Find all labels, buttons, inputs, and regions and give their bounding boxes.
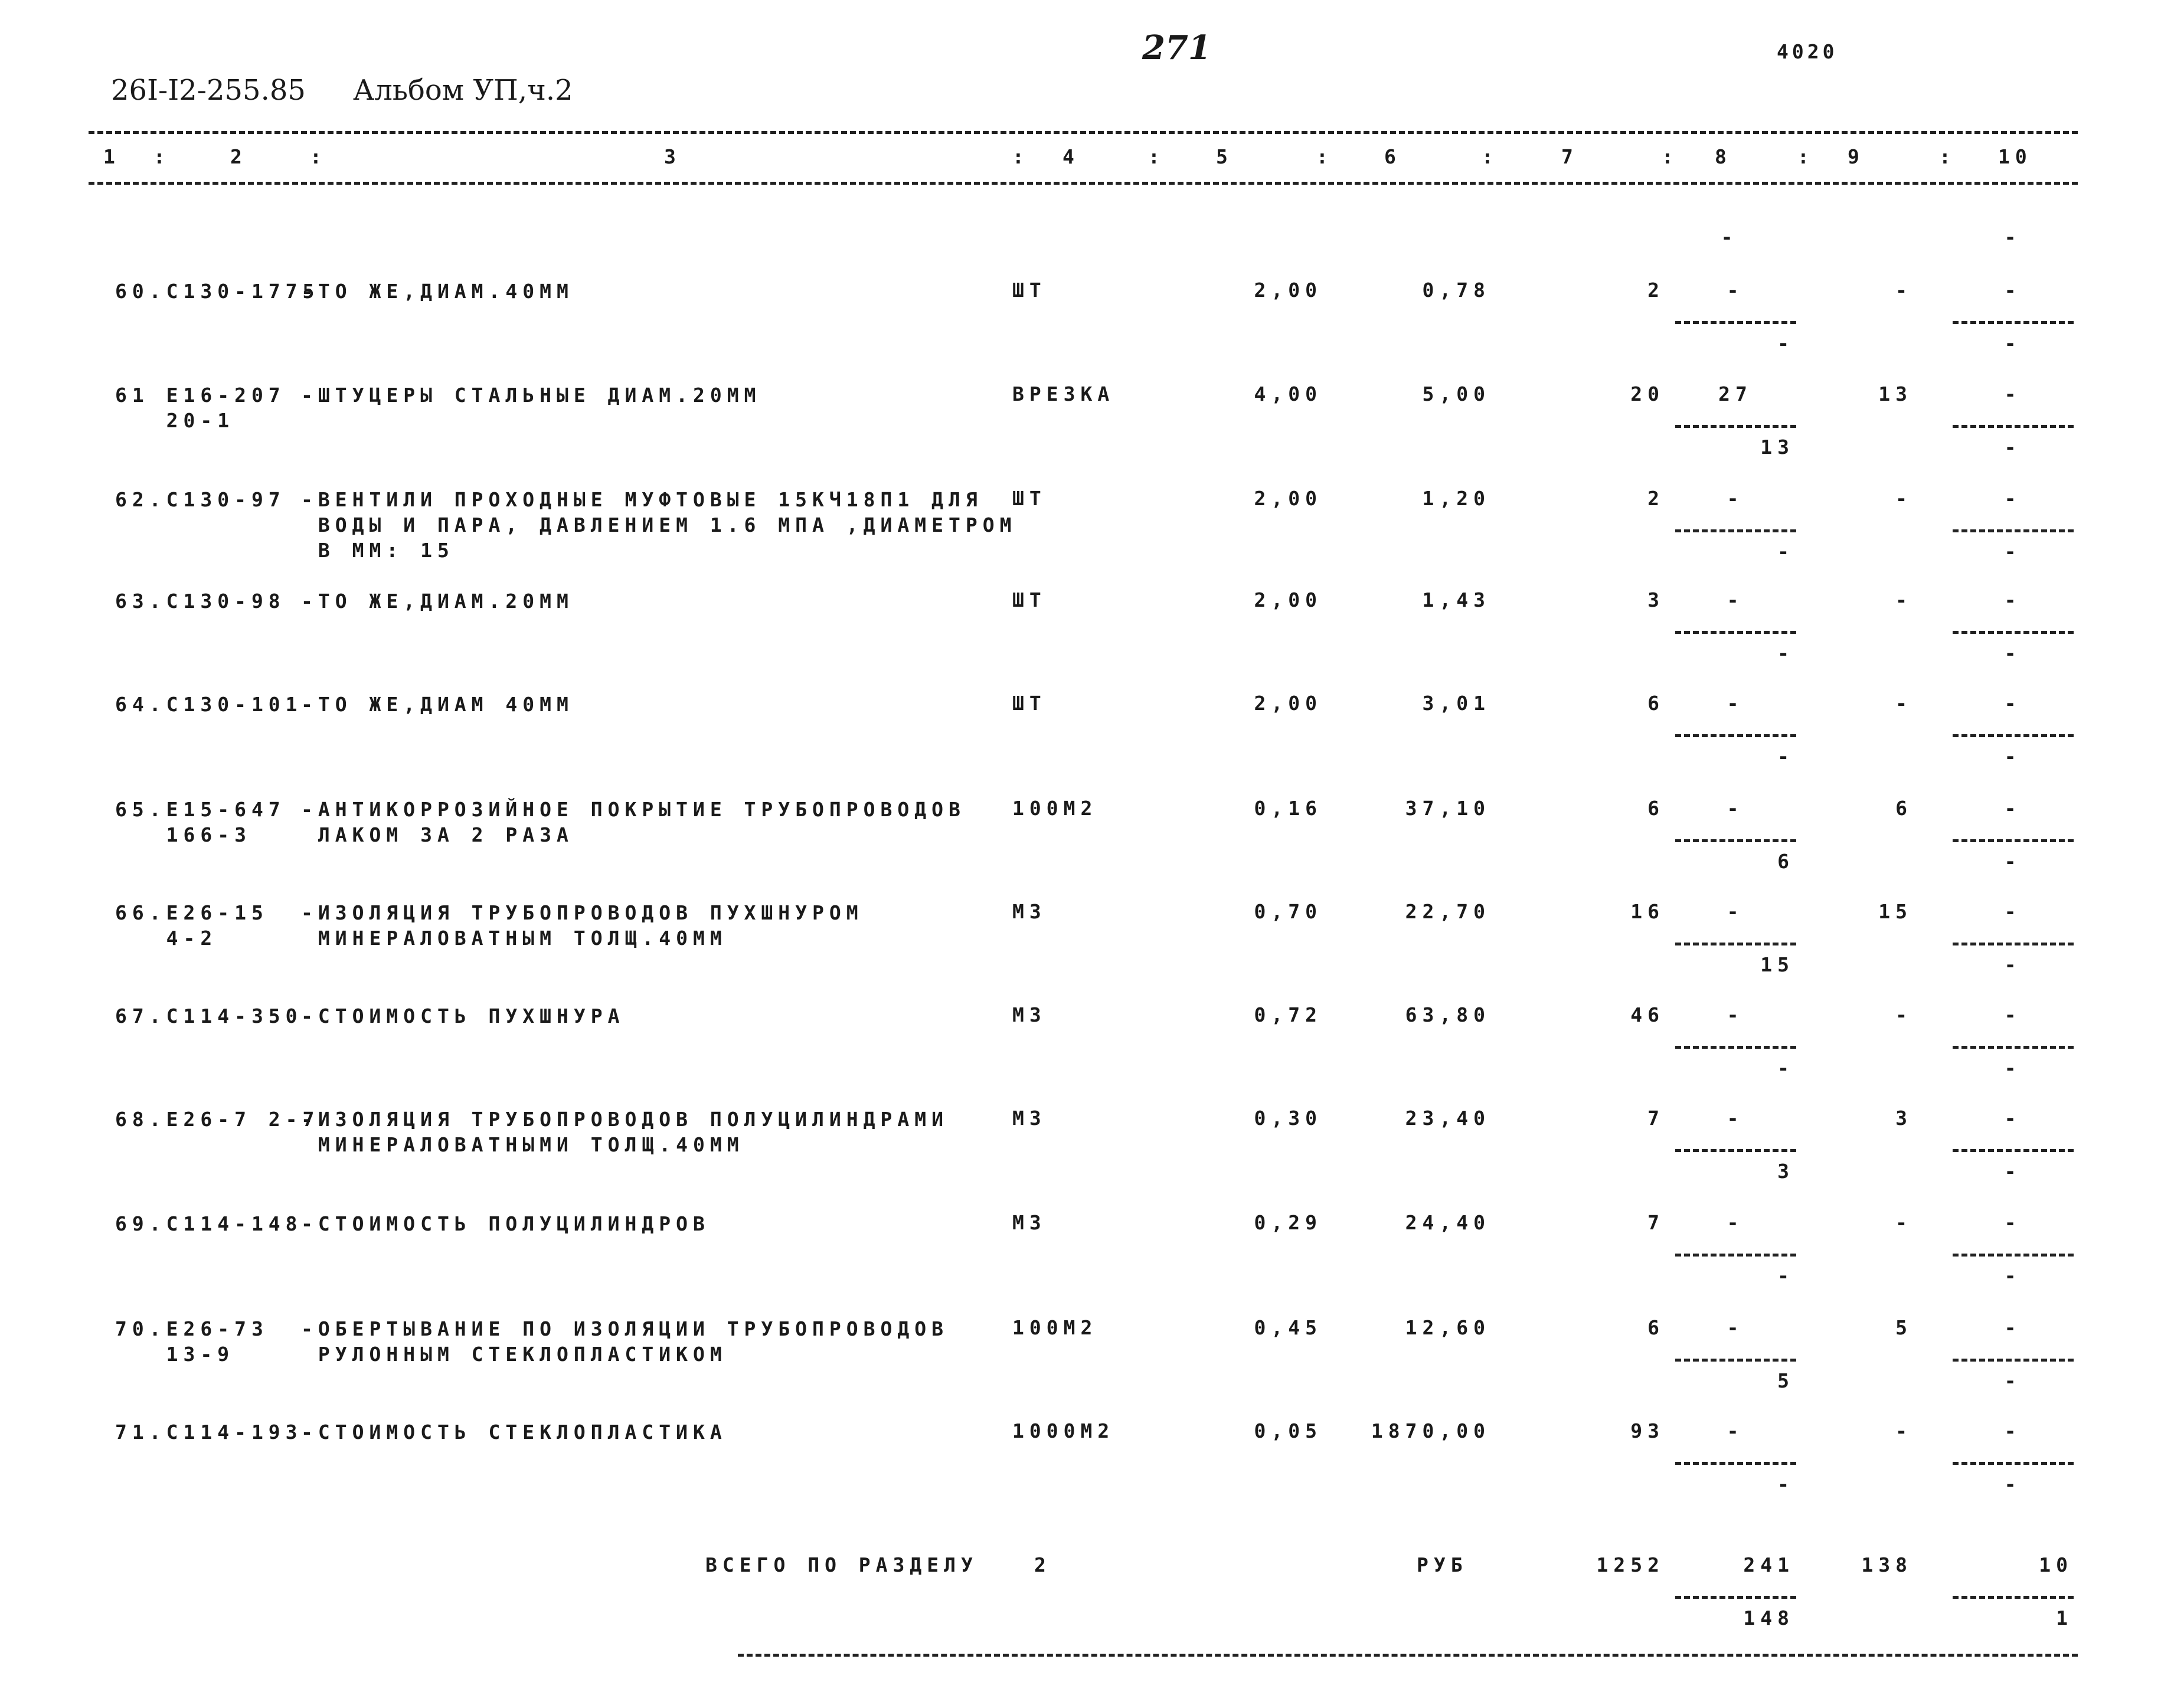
row-col10-bottom: - xyxy=(2004,1369,2022,1392)
row-quantity: 0,72 xyxy=(1254,1003,1322,1026)
summary-col10-top: 10 xyxy=(2039,1553,2073,1576)
row-unit: ШТ xyxy=(1012,692,1047,715)
row-col10-divider xyxy=(1953,1046,2074,1049)
row-col8-top: - xyxy=(1727,588,1744,611)
row-col8-top: - xyxy=(1727,1107,1744,1130)
row-unit: М3 xyxy=(1012,1003,1047,1026)
album-title: Альбом УП,ч.2 xyxy=(353,74,573,107)
row-col10-top: - xyxy=(2004,1107,2022,1130)
row-col10-bottom: - xyxy=(2004,1056,2022,1079)
summary-total: 1252 xyxy=(1596,1553,1665,1576)
row-unit: 100М2 xyxy=(1012,797,1098,820)
row-col10-top: - xyxy=(2004,1316,2022,1339)
row-description: -ВЕНТИЛИ ПРОХОДНЫЕ МУФТОВЫЕ 15КЧ18П1 ДЛЯ ВОДЫ И ПАРА, ДАВЛЕНИЕМ 1.6 МПА ,ДИАМЕТРОМ В ММ: 15 xyxy=(301,488,1017,562)
row-total: 2 xyxy=(1647,487,1665,510)
row-total: 93 xyxy=(1630,1419,1665,1442)
column-number-4: 4 xyxy=(1062,145,1080,168)
column-number-6: 6 xyxy=(1384,145,1401,168)
row-code: 70.Е26-73 13-9 xyxy=(115,1317,269,1366)
row-col8-top: - xyxy=(1727,1316,1744,1339)
summary-col8-divider xyxy=(1675,1596,1796,1599)
row-unit-price: 5,00 xyxy=(1422,382,1490,405)
column-separator: : xyxy=(310,145,327,168)
row-col8-bottom: 13 xyxy=(1760,436,1794,459)
row-col10-top: - xyxy=(2004,1419,2022,1442)
row-col10-divider xyxy=(1953,425,2074,428)
row-description: -ТО ЖЕ,ДИАМ.40ММ xyxy=(301,280,574,303)
row-col10-top: - xyxy=(2004,588,2022,611)
row-col8-top: - xyxy=(1727,900,1744,923)
row-col8-divider xyxy=(1675,1359,1796,1362)
row-code: 69.С114-148 xyxy=(115,1212,303,1235)
row-description: -СТОИМОСТЬ СТЕКЛОПЛАСТИКА xyxy=(301,1421,727,1444)
row-col10-bottom: - xyxy=(2004,1160,2022,1183)
summary-col8-bottom: 148 xyxy=(1743,1606,1794,1630)
row-total: 16 xyxy=(1630,900,1665,923)
row-description: -ТО ЖЕ,ДИАМ.20ММ xyxy=(301,590,574,613)
row-quantity: 0,16 xyxy=(1254,797,1322,820)
row-unit: 1000М2 xyxy=(1012,1419,1115,1442)
row-quantity: 0,29 xyxy=(1254,1211,1322,1234)
row-total: 2 xyxy=(1647,279,1665,302)
row-col8-divider xyxy=(1675,839,1796,842)
row-col8-bottom: 5 xyxy=(1777,1369,1794,1392)
row-col8-divider xyxy=(1675,1046,1796,1049)
row-description: -АНТИКОРРОЗИЙНОЕ ПОКРЫТИЕ ТРУБОПРОВОДОВ ЛАКОМ ЗА 2 РАЗА xyxy=(301,798,966,846)
row-quantity: 2,00 xyxy=(1254,279,1322,302)
row-unit-price: 12,60 xyxy=(1405,1316,1490,1339)
header-top-rule xyxy=(89,131,2078,134)
row-unit-price: 1,20 xyxy=(1422,487,1490,510)
row-unit-price: 3,01 xyxy=(1422,692,1490,715)
column-number-5: 5 xyxy=(1216,145,1233,168)
header-bottom-rule xyxy=(89,182,2078,185)
row-quantity: 2,00 xyxy=(1254,692,1322,715)
row-col10-top: - xyxy=(2004,279,2022,302)
row-col8-divider xyxy=(1675,1149,1796,1152)
column-separator: : xyxy=(1012,145,1029,168)
row-col10-top: - xyxy=(2004,382,2022,405)
summary-section: 2 xyxy=(1034,1553,1051,1576)
row-description: -СТОИМОСТЬ ПУХШНУРА xyxy=(301,1004,625,1028)
row-col8-bottom: - xyxy=(1777,1056,1794,1079)
row-col10-bottom: - xyxy=(2004,436,2022,459)
column-separator: : xyxy=(1662,145,1679,168)
row-col8-top: - xyxy=(1727,1419,1744,1442)
row-col10-bottom: - xyxy=(2004,1264,2022,1287)
summary-col10-bottom: 1 xyxy=(2056,1606,2073,1630)
summary-currency: РУБ xyxy=(1417,1553,1468,1576)
row-col10-bottom: - xyxy=(2004,850,2022,873)
row-total: 20 xyxy=(1630,382,1665,405)
column8-top-dash: - xyxy=(1721,225,1738,248)
row-col8-bottom: 3 xyxy=(1777,1160,1794,1183)
row-col10-divider xyxy=(1953,1149,2074,1152)
row-col10-top: - xyxy=(2004,1003,2022,1026)
row-code: 62.С130-97 xyxy=(115,488,286,511)
row-code: 67.С114-350 xyxy=(115,1004,303,1028)
column-separator: : xyxy=(1482,145,1499,168)
row-total: 6 xyxy=(1647,1316,1665,1339)
row-col10-bottom: - xyxy=(2004,540,2022,563)
row-col9: - xyxy=(1895,487,1912,510)
row-col8-divider xyxy=(1675,943,1796,945)
summary-col9: 138 xyxy=(1861,1553,1912,1576)
column-number-7: 7 xyxy=(1561,145,1578,168)
row-total: 7 xyxy=(1647,1107,1665,1130)
summary-label: ВСЕГО ПО РАЗДЕЛУ xyxy=(705,1553,978,1576)
row-col8-bottom: 6 xyxy=(1777,850,1794,873)
column10-top-dash: - xyxy=(2004,225,2022,248)
column-separator: : xyxy=(1797,145,1815,168)
row-unit: М3 xyxy=(1012,1211,1047,1234)
row-quantity: 0,30 xyxy=(1254,1107,1322,1130)
row-col9: 3 xyxy=(1895,1107,1912,1130)
row-col8-top: - xyxy=(1727,1211,1744,1234)
row-col10-divider xyxy=(1953,734,2074,737)
row-col10-bottom: - xyxy=(2004,953,2022,976)
row-col8-top: - xyxy=(1727,692,1744,715)
column-separator: : xyxy=(1148,145,1165,168)
document-code: 26I-I2-255.85 xyxy=(111,74,306,107)
row-col10-bottom: - xyxy=(2004,1473,2022,1496)
row-col8-divider xyxy=(1675,734,1796,737)
row-description: -СТОИМОСТЬ ПОЛУЦИЛИНДРОВ xyxy=(301,1212,710,1235)
row-code: 68.Е26-7 2-7 xyxy=(115,1108,320,1131)
row-code: 61 Е16-207 20-1 xyxy=(115,384,286,432)
row-unit-price: 23,40 xyxy=(1405,1107,1490,1130)
summary-bottom-rule xyxy=(738,1654,2078,1657)
row-description: -ШТУЦЕРЫ СТАЛЬНЫЕ ДИАМ.20ММ xyxy=(301,384,761,407)
row-unit: М3 xyxy=(1012,1107,1047,1130)
row-col8-top: 27 xyxy=(1718,382,1753,405)
row-col8-bottom: - xyxy=(1777,1264,1794,1287)
row-unit-price: 0,78 xyxy=(1422,279,1490,302)
row-unit-price: 1870,00 xyxy=(1371,1419,1490,1442)
column-separator: : xyxy=(1939,145,1956,168)
row-code: 65.Е15-647 166-3 xyxy=(115,798,286,846)
row-col10-bottom: - xyxy=(2004,332,2022,355)
row-code: 64.С130-101 xyxy=(115,693,303,716)
row-total: 6 xyxy=(1647,797,1665,820)
row-unit-price: 22,70 xyxy=(1405,900,1490,923)
row-col8-bottom: - xyxy=(1777,332,1794,355)
row-col10-top: - xyxy=(2004,1211,2022,1234)
row-col8-bottom: - xyxy=(1777,1473,1794,1496)
summary-col10-divider xyxy=(1953,1596,2074,1599)
row-col9: - xyxy=(1895,279,1912,302)
row-description: -ИЗОЛЯЦИЯ ТРУБОПРОВОДОВ ПОЛУЦИЛИНДРАМИ МИНЕРАЛОВАТНЫМИ ТОЛЩ.40ММ xyxy=(301,1108,949,1156)
row-col10-divider xyxy=(1953,529,2074,532)
row-col9: - xyxy=(1895,1419,1912,1442)
summary-col8-top: 241 xyxy=(1743,1553,1794,1576)
row-col10-top: - xyxy=(2004,692,2022,715)
row-col10-bottom: - xyxy=(2004,745,2022,768)
row-col9: - xyxy=(1895,1211,1912,1234)
row-col9: 5 xyxy=(1895,1316,1912,1339)
column-number-9: 9 xyxy=(1848,145,1865,168)
column-number-10: 10 xyxy=(1998,145,2032,168)
row-col8-divider xyxy=(1675,425,1796,428)
row-col10-divider xyxy=(1953,1254,2074,1257)
row-col8-top: - xyxy=(1727,797,1744,820)
row-unit: ШТ xyxy=(1012,588,1047,611)
row-col10-top: - xyxy=(2004,900,2022,923)
row-col8-divider xyxy=(1675,321,1796,324)
row-col10-divider xyxy=(1953,1462,2074,1465)
column-number-3: 3 xyxy=(664,145,681,168)
row-quantity: 2,00 xyxy=(1254,588,1322,611)
row-quantity: 0,45 xyxy=(1254,1316,1322,1339)
row-col8-divider xyxy=(1675,529,1796,532)
row-col8-divider xyxy=(1675,1254,1796,1257)
row-unit-price: 24,40 xyxy=(1405,1211,1490,1234)
row-col8-divider xyxy=(1675,631,1796,634)
column-separator: : xyxy=(153,145,171,168)
row-total: 46 xyxy=(1630,1003,1665,1026)
row-description: -ОБЕРТЫВАНИЕ ПО ИЗОЛЯЦИИ ТРУБОПРОВОДОВ РУЛОННЫМ СТЕКЛОПЛАСТИКОМ xyxy=(301,1317,949,1366)
row-quantity: 2,00 xyxy=(1254,487,1322,510)
column-separator: : xyxy=(1316,145,1333,168)
row-unit: ШТ xyxy=(1012,279,1047,302)
row-col8-bottom: - xyxy=(1777,642,1794,665)
row-code: 71.С114-193 xyxy=(115,1421,303,1444)
row-unit: М3 xyxy=(1012,900,1047,923)
row-total: 7 xyxy=(1647,1211,1665,1234)
row-col9: 13 xyxy=(1878,382,1912,405)
row-col10-divider xyxy=(1953,943,2074,945)
row-col8-bottom: - xyxy=(1777,745,1794,768)
row-col8-top: - xyxy=(1727,487,1744,510)
row-col8-bottom: 15 xyxy=(1760,953,1794,976)
row-col8-divider xyxy=(1675,1462,1796,1465)
row-unit-price: 1,43 xyxy=(1422,588,1490,611)
row-col8-top: - xyxy=(1727,279,1744,302)
column-number-2: 2 xyxy=(230,145,247,168)
row-col9: - xyxy=(1895,588,1912,611)
row-col9: 6 xyxy=(1895,797,1912,820)
row-col10-top: - xyxy=(2004,487,2022,510)
row-code: 66.Е26-15 4-2 xyxy=(115,901,269,950)
sheet-number: 4020 xyxy=(1777,40,1838,63)
row-description: -ИЗОЛЯЦИЯ ТРУБОПРОВОДОВ ПУХШНУРОМ МИНЕРАЛОВАТНЫМ ТОЛЩ.40ММ xyxy=(301,901,864,950)
row-code: 63.С130-98 xyxy=(115,590,286,613)
row-unit-price: 63,80 xyxy=(1405,1003,1490,1026)
row-col9: 15 xyxy=(1878,900,1912,923)
row-code: 60.С130-1775 xyxy=(115,280,320,303)
row-total: 6 xyxy=(1647,692,1665,715)
row-col8-top: - xyxy=(1727,1003,1744,1026)
row-col10-divider xyxy=(1953,321,2074,324)
row-unit: ШТ xyxy=(1012,487,1047,510)
row-quantity: 4,00 xyxy=(1254,382,1322,405)
row-col9: - xyxy=(1895,692,1912,715)
page-number: 271 xyxy=(1142,28,1211,67)
row-col10-divider xyxy=(1953,839,2074,842)
column-number-1: 1 xyxy=(103,145,120,168)
column-number-8: 8 xyxy=(1715,145,1732,168)
row-total: 3 xyxy=(1647,588,1665,611)
row-description: -ТО ЖЕ,ДИАМ 40ММ xyxy=(301,693,574,716)
row-col10-bottom: - xyxy=(2004,642,2022,665)
row-col10-top: - xyxy=(2004,797,2022,820)
row-col8-bottom: - xyxy=(1777,540,1794,563)
row-col10-divider xyxy=(1953,631,2074,634)
row-col10-divider xyxy=(1953,1359,2074,1362)
row-quantity: 0,70 xyxy=(1254,900,1322,923)
row-col9: - xyxy=(1895,1003,1912,1026)
row-unit-price: 37,10 xyxy=(1405,797,1490,820)
row-unit: ВРЕЗКА xyxy=(1012,382,1115,405)
row-quantity: 0,05 xyxy=(1254,1419,1322,1442)
row-unit: 100М2 xyxy=(1012,1316,1098,1339)
